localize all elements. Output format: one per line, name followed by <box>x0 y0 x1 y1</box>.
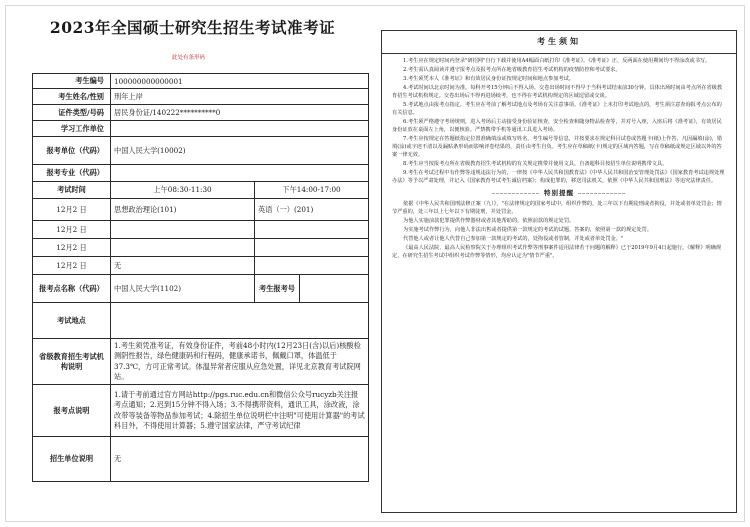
notice-body <box>382 54 736 261</box>
schedule-date: 12月2 日 <box>33 221 111 239</box>
work-unit-value <box>111 121 369 137</box>
row-exam-number <box>33 74 369 89</box>
site-note-label: 报考点说明 <box>33 385 111 437</box>
unit-note-value: 无 <box>111 437 369 482</box>
schedule-row <box>33 221 369 239</box>
work-unit-label: 学习工作单位 <box>33 121 111 137</box>
schedule-pm <box>255 239 369 257</box>
notice-paragraph: 9.考生在考试过程中有作弊等违规违法行为的，一律按《中华人民共和国教育法》《中华人民共和国治安管理处罚法》《国家教育考试违规处理办法》等予以严肃处理，并记入《国家教育考试考生诚信档案》；构成犯罪的，移送司法机关，依照《中华人民共和国刑法》等追究法律责任。 <box>392 170 725 185</box>
warning-paragraph: 依据《中华人民共和国刑法修正案（九）》，"在法律规定的国家考试中，组织作弊的，处三年以下有期徒刑或者拘役，并处或者单处罚金；情节严重的，处三年以上七年以下有期徒刑，并处罚金。 <box>392 200 722 215</box>
notice-paragraph: 7.考生应按规定在答题纸指定位置准确填涂或填写姓名，考生编号等信息，并按要求在规定科目试卷或答题卡(纸)上作答，凡因漏填(涂)，错填(涂)或字迹不清以及漏贴条形码而影响评卷结果的，责任由考生自负。考生应在草稿纸(卡)规定的区域内答题，写在草稿纸或规定区域以外的答案一律无效。 <box>392 136 723 159</box>
schedule-row <box>33 257 369 275</box>
location-value <box>111 303 369 339</box>
notice-paragraph: 1.考生应在规定时间内登录"研招网"自行下载并使用A4幅面白纸打印《准考证》。《准考证》正、反两面在使用期间均不得涂改或书写。 <box>403 58 711 64</box>
province-note-label: 省级教育招生考试机构说明 <box>33 339 111 385</box>
row-name <box>33 89 369 105</box>
notice-paragraph: 3.考生须凭本人《准考证》和有效居民身份证按规定时间和地点参加考试。 <box>403 76 574 83</box>
warning-paragraph: 为他人实施前款犯罪提供作弊器材或者其他帮助的，依照前款的规定处罚。 <box>403 217 575 224</box>
apply-major-label: 报考专业（代码） <box>33 165 111 182</box>
site-value: 中国人民大学(1102) <box>111 275 255 303</box>
province-note-value: 1.考生须凭准考证，有效身份证件，考前48小时内(12月23日(含)以后)核酸检测阴性报告，绿色健康码和行程码，健康承诺书，佩戴口罩，体温低于37.3℃，方可正常考试。体温异常者应服从应急处置，详见北京教育考试院网站。 <box>111 339 369 385</box>
name-label: 考生姓名/性别 <box>33 89 111 105</box>
notice-panel <box>381 30 737 513</box>
schedule-date: 12月2 日 <box>33 239 111 257</box>
notice-paragraph: 6.考生须严格遵守考场规则，进入考场后主动接受身份验证核查，安全检查和随身物品检查等，并对号入座，入座后将《准考证》，有效居民身份证放在桌面左上角，以便核验。严禁携带手机等通讯工具进入考场。 <box>392 119 722 134</box>
schedule-am: 无 <box>111 257 255 275</box>
warning-title: ──────────── 特别提醒 ──────────── <box>392 189 726 199</box>
schedule-afternoon: 下午14:00-17:00 <box>255 182 369 199</box>
row-schedule-header <box>33 182 369 199</box>
id-label: 证件类型/号码 <box>33 105 111 121</box>
seat-label: 考生报考号 <box>255 275 300 303</box>
warning-paragraph: 《最高人民法院、最高人民检察院关于办理组织考试作弊等刑事案件适用法律若干问题的解释》已于2019年9月4日起施行。《解释》明确规定，在研究生招生考试中组织考试作弊等情形，均应认定为"情节严重"。 <box>392 245 722 260</box>
row-province-note <box>33 339 369 385</box>
site-label: 报考点名称（代码） <box>33 275 111 303</box>
row-unit-note <box>33 437 369 482</box>
schedule-pm <box>255 221 369 239</box>
schedule-row <box>33 199 369 221</box>
name-value: 刑年上岸 <box>111 89 369 105</box>
ticket-table <box>32 73 369 482</box>
notice-paragraph: 5.考试地点由报考点指定。考生应在考前了解考试地点及考场有关注意事项。《准考证》上未打印考试地点的，考生须注意查询报考点公布的有关信息。 <box>392 102 722 117</box>
seat-value <box>300 275 369 303</box>
warning-paragraph: 为实施考试作弊行为，向他人非法出售或者提供第一款规定的考试的试题、答案的，依照第一款的规定处罚。 <box>403 227 653 234</box>
row-apply-unit <box>33 137 369 165</box>
location-label: 考试地点 <box>33 303 111 339</box>
row-location <box>33 303 369 339</box>
apply-unit-label: 报考单位（代码） <box>33 137 111 165</box>
exam-number-value: 100000000000001 <box>111 74 369 89</box>
id-value: 居民身份证/140222**********0 <box>111 105 369 121</box>
notice-paragraph: 2.考生需认真阅读并遵守报考点及报考点所在地省级教育招生考试机构的疫情防控和考试要求。 <box>403 67 621 74</box>
warning-paragraph: 代替他人或者让他人代替自己参加第一款规定的考试的，处拘役或者管制，并处或者单处罚金。" <box>403 236 624 243</box>
row-site <box>33 275 369 303</box>
schedule-date: 12月2 日 <box>33 257 111 275</box>
unit-note-label: 招生单位说明 <box>33 437 111 482</box>
schedule-am <box>111 239 255 257</box>
notice-paragraph: 4.考试时间以北京时间为准。每科开考15分钟后不得入场。交卷出场时间不得早于当科考试结束前30分钟。具体出场时间由考点所在省级教育招生考试机构规定。交卷出场后不得再进场续考，也不得在考试机构规定的区域逗留或交谈。 <box>392 85 723 100</box>
notice-paragraph: 8.考生应当按报考点所在省级教育招生考试机构的有关规定携带并使用文具。自备超科目按招生单位说明携带文具。 <box>403 161 668 168</box>
schedule-row <box>33 239 369 257</box>
row-site-note <box>33 385 369 437</box>
exam-number-label: 考生编号 <box>33 74 111 89</box>
apply-unit-value: 中国人民大学(10002) <box>111 137 369 165</box>
schedule-date: 12月2 日 <box>33 199 111 221</box>
apply-major-value <box>111 165 369 182</box>
barcode-note: 此处有条形码 <box>172 55 206 61</box>
schedule-morning: 上午08:30-11:30 <box>111 182 255 199</box>
schedule-am: 思想政治理论(101) <box>111 199 255 221</box>
notice-title: 考生须知 <box>382 31 736 54</box>
row-id <box>33 105 369 121</box>
schedule-am <box>111 221 255 239</box>
schedule-header: 考试时间 <box>33 182 111 199</box>
row-work-unit <box>33 121 369 137</box>
page-title: 2023年全国硕士研究生招生考试准考证 <box>49 18 336 37</box>
site-note-value: 1.请于考前通过官方网站http://pgs.ruc.edu.cn和微信公众号rucyzb关注报考点通知；2.迟到15分钟不得入场；3.不得携带资料，通讯工具，涂改液，涂改带等装备等物品参加考试；4.除招生单位说明栏中注明"可使用计算器"的考试科目外，不得使用计算器；5.遵守国家法律，严守考试纪律 <box>111 385 369 437</box>
row-apply-major <box>33 165 369 182</box>
schedule-pm: 英语（一）(201) <box>255 199 369 221</box>
schedule-pm <box>255 257 369 275</box>
